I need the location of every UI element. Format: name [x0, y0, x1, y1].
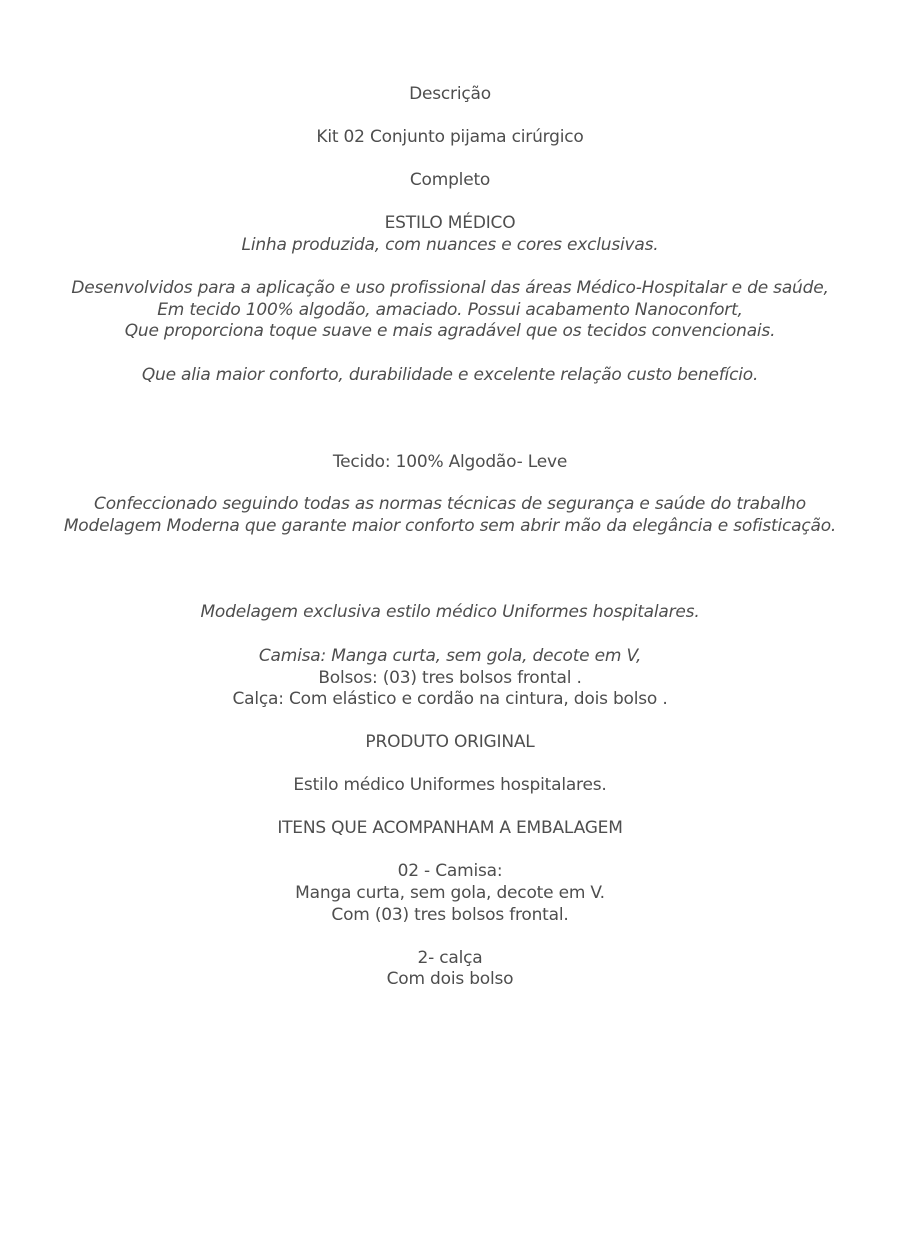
made-line-2: Modelagem Moderna que garante maior conforto sem abrir mão da elegância e sofisticação.: [63, 516, 837, 536]
shirt-line: Camisa: Manga curta, sem gola, decote em V,: [258, 646, 642, 666]
item1-desc-1: Manga curta, sem gola, decote em V.: [295, 883, 605, 903]
item1-title: 02 - Camisa:: [397, 861, 503, 881]
item1-desc-2: Com (03) tres bolsos frontal.: [331, 905, 569, 925]
fabric-line: Tecido: 100% Algodão- Leve: [332, 452, 568, 472]
product-subtitle: Completo: [409, 170, 491, 190]
pockets-line: Bolsos: (03) tres bolsos frontal .: [318, 668, 582, 688]
model-line: Modelagem exclusiva estilo médico Uniformes hospitalares.: [200, 602, 700, 622]
style-line: Linha produzida, com nuances e cores exclusivas.: [241, 235, 659, 255]
description-heading: Descrição: [409, 84, 491, 104]
item2-desc-1: Com dois bolso: [386, 969, 514, 989]
description-line-1: Desenvolvidos para a aplicação e uso profissional das áreas Médico-Hospitalar e de saúde,: [71, 278, 829, 298]
description-line-3: Que proporciona toque suave e mais agradável que os tecidos convencionais.: [124, 321, 776, 341]
item2-title: 2- calça: [417, 948, 483, 968]
description-line-4: Que alia maior conforto, durabilidade e excelente relação custo benefício.: [141, 365, 759, 385]
product-title: Kit 02 Conjunto pijama cirúrgico: [316, 127, 584, 147]
description-line-2: Em tecido 100% algodão, amaciado. Possui acabamento Nanoconfort,: [157, 300, 743, 320]
pants-line: Calça: Com elástico e cordão na cintura, dois bolso .: [232, 689, 668, 709]
made-line-1: Confeccionado seguindo todas as normas técnicas de segurança e saúde do trabalho: [94, 494, 806, 514]
content-fade: [0, 990, 900, 1016]
brand-line: Estilo médico Uniformes hospitalares.: [293, 775, 607, 795]
original-heading: PRODUTO ORIGINAL: [365, 732, 535, 752]
style-heading: ESTILO MÉDICO: [384, 213, 516, 233]
items-heading: ITENS QUE ACOMPANHAM A EMBALAGEM: [277, 818, 623, 838]
